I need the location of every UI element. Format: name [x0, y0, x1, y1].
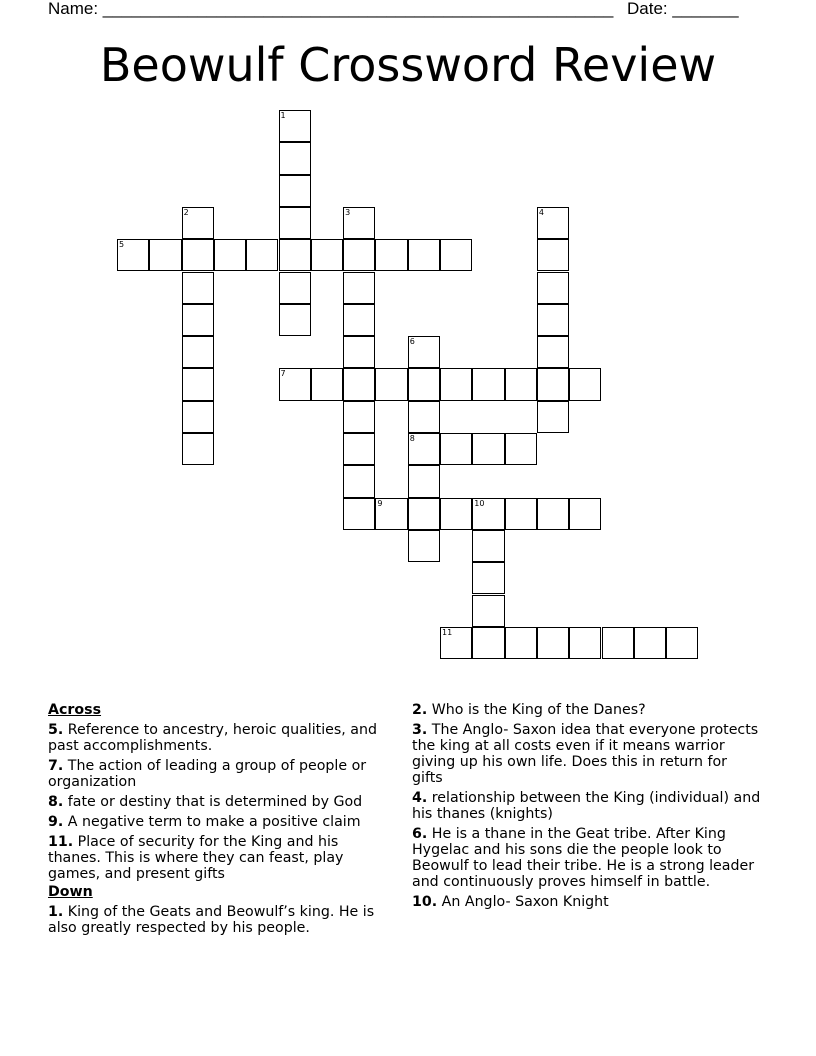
clue-number: 8.: [48, 794, 64, 810]
grid-cell[interactable]: [505, 627, 537, 659]
grid-cell[interactable]: [408, 401, 440, 433]
grid-cell[interactable]: [537, 207, 569, 239]
grid-cell[interactable]: [472, 498, 504, 530]
clue-number: 4.: [412, 790, 428, 806]
clues-column-right: [412, 702, 762, 914]
clue-number: 9.: [48, 814, 64, 830]
cell-number: 1: [280, 111, 286, 120]
grid-cell[interactable]: [279, 175, 311, 207]
grid-cell[interactable]: [311, 368, 343, 400]
grid-cell[interactable]: [440, 627, 472, 659]
cell-number: 5: [119, 240, 125, 250]
cell-number: 4: [538, 207, 544, 217]
grid-cell[interactable]: [279, 304, 311, 336]
cell-number: 6: [409, 337, 415, 347]
grid-cell[interactable]: [343, 207, 375, 239]
grid-cell[interactable]: [375, 498, 407, 530]
grid-cell[interactable]: [149, 239, 181, 271]
grid-cell[interactable]: [182, 401, 214, 433]
grid-cell[interactable]: [182, 368, 214, 400]
grid-cell[interactable]: [343, 272, 375, 304]
grid-cell[interactable]: [537, 336, 569, 368]
clue-text: The action of leading a group of people or organization: [48, 758, 367, 790]
grid-cell[interactable]: [408, 368, 440, 400]
grid-cell[interactable]: [343, 368, 375, 400]
grid-cell[interactable]: [537, 304, 569, 336]
clue-across-9: [48, 814, 393, 830]
grid-cell[interactable]: [472, 530, 504, 562]
grid-cell[interactable]: [408, 433, 440, 465]
date-line[interactable]: Date: _______: [627, 0, 739, 18]
grid-cell[interactable]: [117, 239, 149, 271]
grid-cell[interactable]: [472, 595, 504, 627]
grid-cell[interactable]: [279, 368, 311, 400]
grid-cell[interactable]: [505, 368, 537, 400]
clue-across-7: [48, 758, 393, 790]
grid-cell[interactable]: [666, 627, 698, 659]
grid-cell[interactable]: [343, 401, 375, 433]
clue-number: 3.: [412, 722, 428, 738]
grid-cell[interactable]: [408, 498, 440, 530]
grid-cell[interactable]: [505, 498, 537, 530]
clue-text: Place of security for the King and his thanes. This is where they can feast, play games, and present gifts: [48, 834, 344, 882]
grid-cell[interactable]: [182, 207, 214, 239]
grid-cell[interactable]: [472, 433, 504, 465]
grid-cell[interactable]: [537, 627, 569, 659]
grid-cell[interactable]: [343, 465, 375, 497]
clue-number: 6.: [412, 826, 428, 842]
grid-cell[interactable]: [279, 272, 311, 304]
clue-number: 5.: [48, 722, 64, 738]
cell-number: 11: [442, 627, 453, 637]
clue-down-3: [412, 722, 762, 786]
grid-cell[interactable]: [408, 336, 440, 368]
grid-cell[interactable]: [634, 627, 666, 659]
cell-number: 9: [377, 498, 383, 508]
grid-cell[interactable]: [408, 465, 440, 497]
across-heading: Across: [48, 702, 102, 718]
grid-cell[interactable]: [472, 627, 504, 659]
grid-cell[interactable]: [279, 142, 311, 174]
down-heading: Down: [48, 884, 93, 900]
grid-cell[interactable]: [375, 239, 407, 271]
clue-down-6: [412, 826, 762, 890]
grid-cell[interactable]: [343, 433, 375, 465]
clue-text: Reference to ancestry, heroic qualities, and past accomplishments.: [48, 722, 377, 754]
grid-cell[interactable]: [537, 401, 569, 433]
grid-cell[interactable]: [343, 239, 375, 271]
cell-number: 2: [183, 207, 189, 217]
grid-cell[interactable]: [537, 272, 569, 304]
clue-across-8: [48, 794, 393, 810]
clue-text: An Anglo- Saxon Knight: [441, 894, 609, 910]
grid-cell[interactable]: [569, 627, 601, 659]
clue-down-1: [48, 904, 393, 936]
clue-number: 11.: [48, 834, 74, 850]
clue-across-11: [48, 834, 393, 882]
clue-text: The Anglo- Saxon idea that everyone protects the king at all costs even if it means warrior giving up his own life. Does this in return for gifts: [412, 722, 759, 786]
grid-cell[interactable]: [279, 207, 311, 239]
grid-cell[interactable]: [182, 272, 214, 304]
grid-cell[interactable]: [440, 433, 472, 465]
grid-cell[interactable]: [569, 368, 601, 400]
clue-text: Who is the King of the Danes?: [431, 702, 646, 718]
grid-cell[interactable]: [182, 433, 214, 465]
grid-cell[interactable]: [472, 562, 504, 594]
clue-number: 1.: [48, 904, 64, 920]
grid-cell[interactable]: [182, 304, 214, 336]
cell-number: 8: [409, 434, 415, 443]
clue-text: A negative term to make a positive claim: [67, 814, 361, 830]
grid-cell[interactable]: [182, 336, 214, 368]
clue-number: 10.: [412, 894, 438, 910]
grid-cell[interactable]: [440, 239, 472, 271]
clues-column-left: [48, 702, 393, 940]
clue-text: King of the Geats and Beowulf’s king. He is also greatly respected by his people.: [48, 904, 375, 936]
grid-cell[interactable]: [472, 368, 504, 400]
grid-cell[interactable]: [214, 239, 246, 271]
name-line[interactable]: Name: ______________________________________________________: [48, 0, 614, 18]
cell-number: 10: [474, 498, 485, 508]
clue-down-10: [412, 894, 762, 910]
grid-cell[interactable]: [408, 239, 440, 271]
page-title: Beowulf Crossword Review: [99, 38, 717, 92]
grid-cell[interactable]: [375, 368, 407, 400]
grid-cell[interactable]: [182, 239, 214, 271]
clue-text: relationship between the King (individual) and his thanes (knights): [412, 790, 761, 822]
cell-number: 3: [345, 207, 351, 217]
cell-number: 7: [280, 369, 286, 379]
grid-cell[interactable]: [343, 336, 375, 368]
clue-down-2: [412, 702, 762, 718]
clue-number: 2.: [412, 702, 428, 718]
grid-cell[interactable]: [602, 627, 634, 659]
grid-cell[interactable]: [537, 368, 569, 400]
grid-cell[interactable]: [343, 498, 375, 530]
grid-cell[interactable]: [311, 239, 343, 271]
clue-across-5: [48, 722, 393, 754]
grid-cell[interactable]: [440, 368, 472, 400]
grid-cell[interactable]: [408, 530, 440, 562]
grid-cell[interactable]: [440, 498, 472, 530]
clue-text: He is a thane in the Geat tribe. After King Hygelac and his sons die the people look to Beowulf to lead their tribe. He is a strong leader and continuously proves himself in battle.: [412, 826, 755, 890]
grid-cell[interactable]: [537, 498, 569, 530]
clue-number: 7.: [48, 758, 64, 774]
grid-cell[interactable]: [569, 498, 601, 530]
grid-cell[interactable]: [343, 304, 375, 336]
grid-cell[interactable]: [537, 239, 569, 271]
clue-text: fate or destiny that is determined by God: [67, 794, 363, 810]
grid-cell[interactable]: [279, 110, 311, 142]
clue-down-4: [412, 790, 762, 822]
grid-cell[interactable]: [246, 239, 278, 271]
grid-cell[interactable]: [505, 433, 537, 465]
grid-cell[interactable]: [279, 239, 311, 271]
